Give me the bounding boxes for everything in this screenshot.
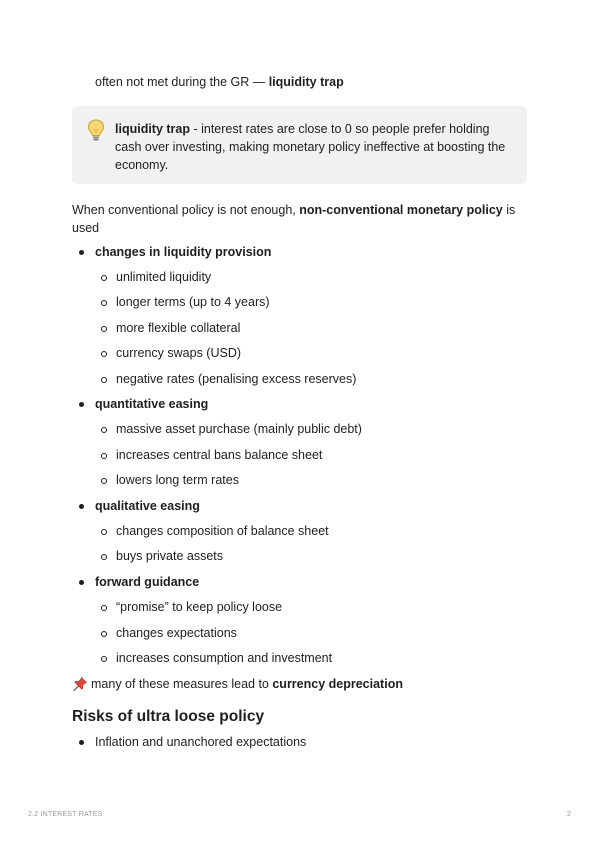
list-item: increases consumption and investment <box>116 651 333 665</box>
note-line <box>91 676 403 692</box>
lightbulb-icon <box>86 118 106 142</box>
list-item: buys private assets <box>116 549 223 563</box>
policy-title: forward guidance <box>95 575 200 589</box>
intro-after: is used <box>72 203 516 235</box>
footer-section-label: 2.2 INTEREST RATES <box>28 811 103 818</box>
intro-bold: non-conventional monetary policy <box>299 203 503 217</box>
section-heading: Risks of ultra loose policy <box>72 708 265 725</box>
footer-page-number: 2 <box>567 811 571 818</box>
bullet-dot <box>79 402 84 407</box>
sub-bullet-circle <box>101 529 107 535</box>
list-item: longer terms (up to 4 years) <box>116 295 270 309</box>
sub-bullet-circle <box>101 453 107 459</box>
sub-bullet-circle <box>101 605 107 611</box>
list-item: currency swaps (USD) <box>116 346 242 360</box>
list-item: more flexible collateral <box>116 321 241 335</box>
list-item: negative rates (penalising excess reserves) <box>116 372 357 386</box>
list-item: unlimited liquidity <box>116 270 212 284</box>
intro-paragraph <box>72 201 532 237</box>
intro-before: When conventional policy is not enough, <box>72 203 300 217</box>
callout-text <box>115 120 515 174</box>
sub-bullet-circle <box>101 275 107 281</box>
continuation-text: often not met during the GR — <box>95 75 269 89</box>
list-item: Inflation and unanchored expectations <box>95 735 307 749</box>
list-item: changes composition of balance sheet <box>116 524 329 538</box>
sub-bullet-circle <box>101 427 107 433</box>
policy-title: changes in liquidity provision <box>95 245 272 259</box>
callout-definition: - interest rates are close to 0 so people prefer holding cash over investing, making monetary policy ineffective at boosting the economy. <box>115 122 506 172</box>
sub-bullet-circle <box>101 478 107 484</box>
policy-title: quantitative easing <box>95 397 209 411</box>
sub-bullet-circle <box>101 656 107 662</box>
bullet-dot <box>79 580 84 585</box>
sub-bullet-circle <box>101 377 107 383</box>
bullet-dot <box>79 740 84 745</box>
callout-box <box>72 106 527 184</box>
bullet-dot <box>79 250 84 255</box>
callout-term: liquidity trap <box>115 122 190 136</box>
bullet-dot <box>79 504 84 509</box>
list-item: increases central bans balance sheet <box>116 448 323 462</box>
continuation-bold: liquidity trap <box>268 75 344 89</box>
list-item: massive asset purchase (mainly public debt) <box>116 422 362 436</box>
note-bold: currency depreciation <box>272 677 403 691</box>
sub-bullet-circle <box>101 326 107 332</box>
sub-bullet-circle <box>101 351 107 357</box>
list-item: “promise” to keep policy loose <box>116 600 283 614</box>
sub-bullet-circle <box>101 631 107 637</box>
sub-bullet-circle <box>101 554 107 560</box>
list-item: changes expectations <box>116 626 237 640</box>
continuation-line <box>95 74 344 90</box>
sub-bullet-circle <box>101 300 107 306</box>
pushpin-icon <box>72 676 88 692</box>
list-item: lowers long term rates <box>116 473 239 487</box>
policy-title: qualitative easing <box>95 499 200 513</box>
note-text: many of these measures lead to <box>91 677 273 691</box>
